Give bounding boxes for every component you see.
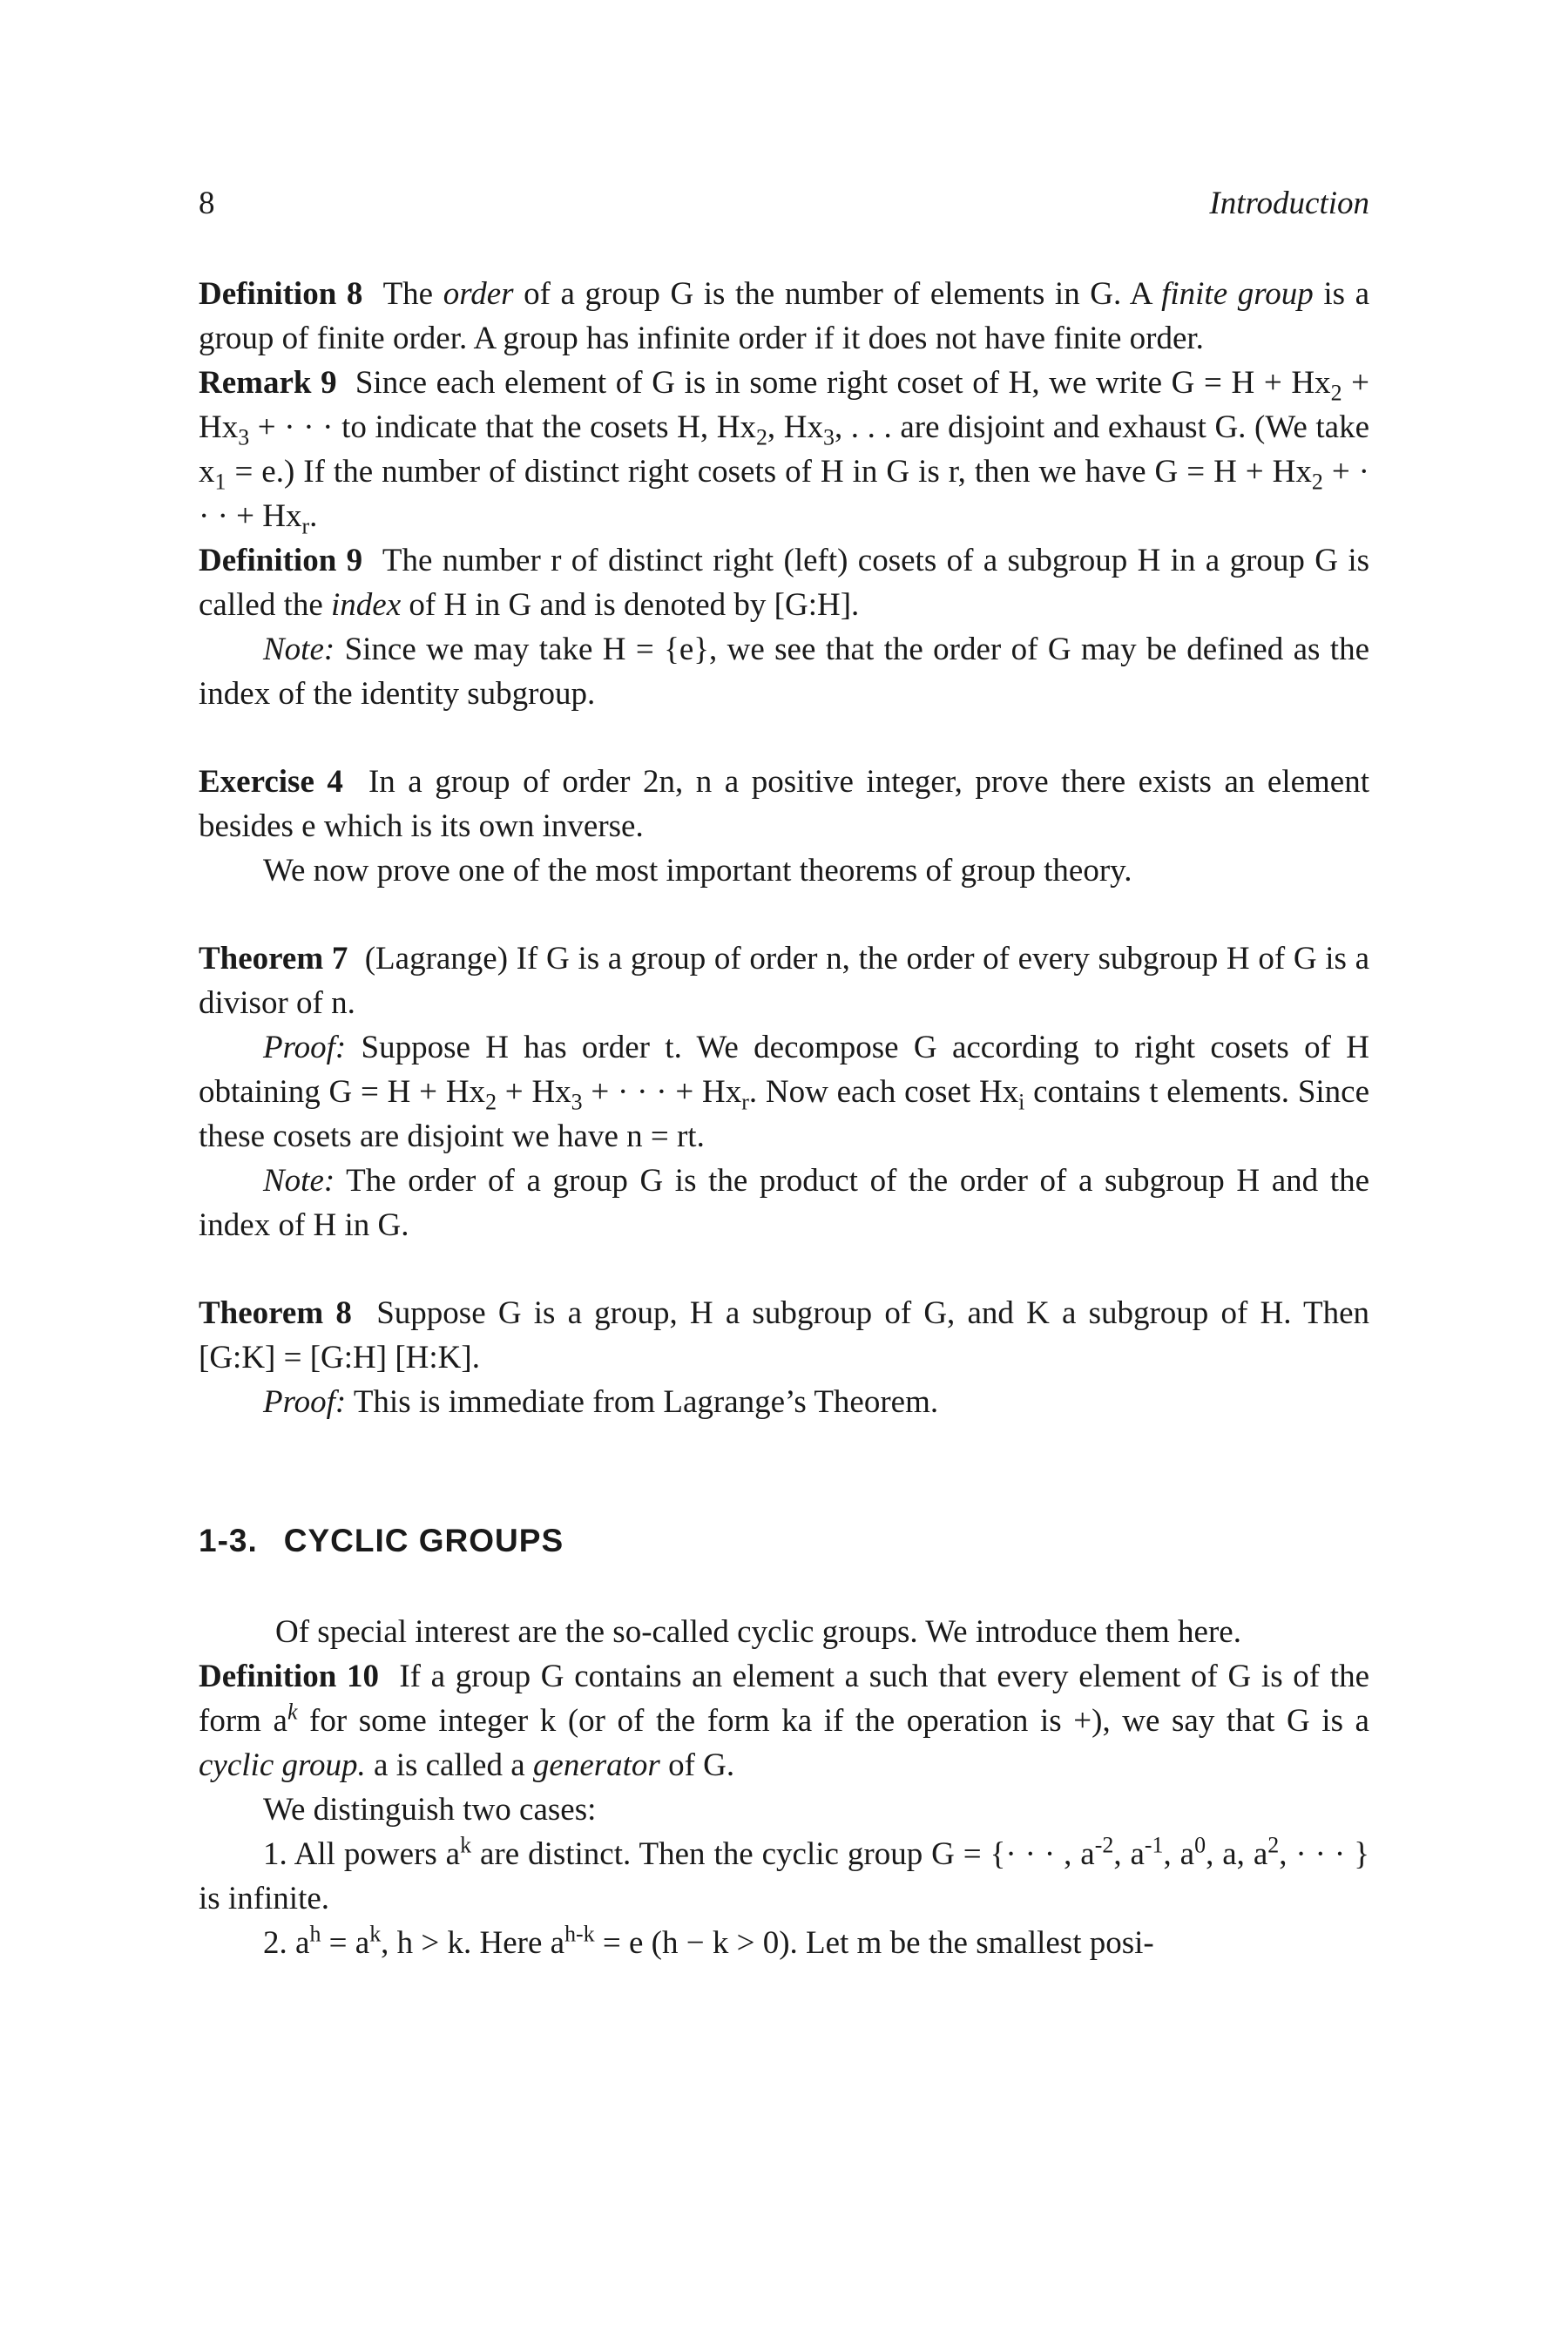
remark-9 — [199, 361, 1369, 538]
remark-9-label: Remark 9 — [199, 365, 337, 401]
page-header — [199, 185, 1369, 228]
definition-8 — [199, 272, 1369, 361]
theorem-8-proof — [199, 1380, 1369, 1424]
section-title: CYCLIC GROUPS — [283, 1523, 564, 1558]
superscript: h — [309, 1921, 321, 1947]
text: (Lagrange) If G is a group of order n, the order of every subgroup H of G is a divisor of n. — [199, 941, 1369, 1021]
text: = e.) If the number of distinct right cosets of H in G is r, then we have G = H + Hx — [226, 454, 1312, 490]
text: + · · · + Hx — [582, 1074, 742, 1110]
theorem-8 — [199, 1291, 1369, 1424]
text: The — [382, 276, 443, 312]
text: , h > k. Here a — [381, 1925, 565, 1961]
term-index: index — [331, 587, 402, 623]
definition-9-note — [199, 627, 1369, 716]
subscript: 2 — [755, 424, 767, 450]
subscript: r — [741, 1089, 749, 1115]
superscript: k — [369, 1921, 382, 1947]
exercise-4 — [199, 760, 1369, 893]
text: . — [309, 498, 318, 534]
superscript: 0 — [1194, 1832, 1206, 1858]
definition-10 — [199, 1654, 1369, 1965]
text: = e (h − k > 0). Let m be the smallest posi- — [594, 1925, 1154, 1961]
superscript: 2 — [1267, 1832, 1280, 1858]
superscript: -1 — [1144, 1832, 1164, 1858]
text: of G. — [659, 1747, 735, 1783]
definition-10-label: Definition 10 — [199, 1659, 379, 1694]
definition-9-label: Definition 9 — [199, 543, 363, 578]
subscript: 1 — [214, 469, 226, 495]
subscript: 3 — [238, 424, 250, 450]
note-label: Note: — [263, 1163, 335, 1199]
subscript: 2 — [485, 1089, 497, 1115]
text: + · · · + Hx — [199, 454, 1369, 534]
text: In a group of order 2n, n a positive integer, prove there exists an element besides e which is its own inverse. — [199, 764, 1369, 844]
definition-9 — [199, 538, 1369, 716]
theorem-8-text — [199, 1291, 1369, 1380]
superscript: k — [460, 1832, 472, 1858]
definition-8-label: Definition 8 — [199, 276, 363, 312]
theorem-8-label: Theorem 8 — [199, 1295, 352, 1331]
subscript: 3 — [571, 1089, 583, 1115]
note-text: Since we may take H = {e}, we see that the order of G may be defined as the index of the identity subgroup. — [199, 632, 1369, 712]
superscript: -2 — [1094, 1832, 1114, 1858]
text: , a — [1163, 1836, 1195, 1872]
exercise-4-follow: We now prove one of the most important theorems of group theory. — [263, 853, 1132, 889]
text: a is called a — [365, 1747, 533, 1783]
text: + Hx — [497, 1074, 571, 1110]
term-order: order — [443, 276, 514, 312]
subscript: 2 — [1330, 380, 1342, 406]
subscript: 3 — [822, 424, 835, 450]
page-number: 8 — [199, 186, 215, 221]
text: + · · · to indicate that the cosets H, Hx — [249, 409, 756, 445]
superscript: h-k — [564, 1921, 595, 1947]
theorem-7-proof — [199, 1025, 1369, 1159]
text: , a — [1113, 1836, 1145, 1872]
running-head: Introduction — [1209, 186, 1369, 221]
theorem-7-note — [199, 1159, 1369, 1247]
case-1 — [199, 1832, 1369, 1921]
superscript: k — [287, 1699, 298, 1725]
text: , . . . are disjoint and exhaust G. (We take x — [199, 409, 1369, 490]
text: for some integer k (or of the form ka if the operation is +), we say that G is a — [297, 1703, 1369, 1739]
text: Since each element of G is in some right coset of H, we write G = H + Hx — [355, 365, 1331, 401]
text: 2. a — [263, 1925, 310, 1961]
term-generator: generator — [532, 1747, 660, 1783]
text: . Now each coset Hx — [748, 1074, 1019, 1110]
theorem-7-label: Theorem 7 — [199, 941, 348, 977]
text: , · · · } is infinite. — [199, 1836, 1369, 1916]
term-finite-group: finite group — [1161, 276, 1314, 312]
case-2 — [199, 1921, 1369, 1965]
text: of H in G and is denoted by [G:H]. — [401, 587, 860, 623]
term-cyclic-group: cyclic group. — [199, 1747, 366, 1783]
note-label: Note: — [263, 632, 335, 667]
definition-10-text — [199, 1654, 1369, 1788]
note-text: The order of a group G is the product of the order of a subgroup H and the index of H in G. — [199, 1163, 1369, 1243]
proof-label: Proof: — [263, 1384, 347, 1420]
cases-intro: We distinguish two cases: — [263, 1792, 597, 1828]
text: + Hx — [199, 365, 1370, 445]
page-body — [199, 272, 1369, 1965]
exercise-4-label: Exercise 4 — [199, 764, 343, 800]
exercise-4-text — [199, 760, 1369, 848]
text: = a — [321, 1925, 370, 1961]
subscript: r — [301, 513, 310, 539]
text: , Hx — [767, 409, 823, 445]
text: The number r of distinct right (left) cosets of a subgroup H in a group G is called the — [199, 543, 1370, 623]
text: is a group of finite order. A group has infinite order if it does not have finite order. — [199, 276, 1370, 356]
subscript: 2 — [1311, 469, 1323, 495]
text: If a group G contains an element a such that every element of G is of the form a — [199, 1659, 1369, 1739]
text: 1. All powers a — [263, 1836, 461, 1872]
definition-9-text — [199, 538, 1369, 627]
proof-text: This is immediate from Lagrange’s Theorem. — [346, 1384, 939, 1420]
theorem-7 — [199, 936, 1369, 1247]
text: are distinct. Then the cyclic group G = {· · · , a — [471, 1836, 1095, 1872]
text: , a, a — [1206, 1836, 1268, 1872]
subscript: i — [1018, 1089, 1025, 1115]
text: contains t elements. Since these cosets are disjoint we have n = rt. — [199, 1074, 1370, 1154]
text: Suppose G is a group, H a subgroup of G, and K a subgroup of H. Then [G:K] = [G:H] [H:K]. — [199, 1295, 1369, 1375]
text: of a group G is the number of elements in G. A — [513, 276, 1162, 312]
section-heading — [199, 1518, 1369, 1563]
text: Suppose H has order t. We decompose G according to right cosets of H obtaining G = H + Hx — [199, 1030, 1369, 1110]
section-number: 1-3. — [199, 1523, 258, 1558]
section-intro: Of special interest are the so-called cyclic groups. We introduce them here. — [275, 1614, 1241, 1650]
theorem-7-text — [199, 936, 1369, 1025]
proof-label: Proof: — [263, 1030, 347, 1065]
